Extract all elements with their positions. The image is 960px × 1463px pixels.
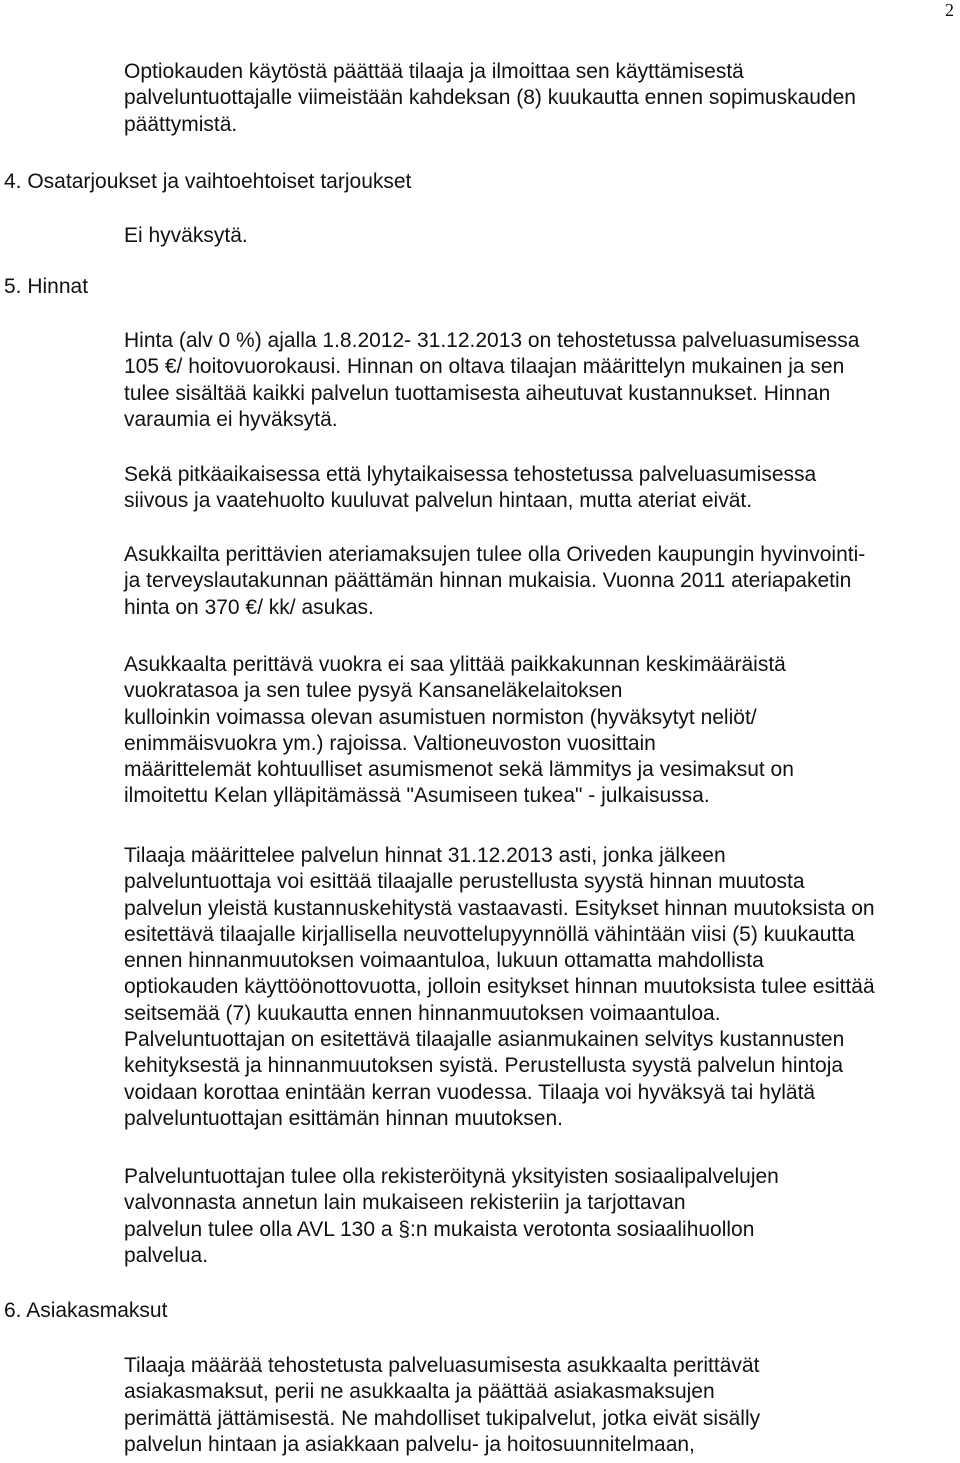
text-line: Palveluntuottajan on esitettävä tilaajalle asianmukainen selvitys kustannusten: [124, 1028, 845, 1052]
text-line: palveluntuottajalle viimeistään kahdeksan (8) kuukautta ennen sopimuskauden: [124, 86, 856, 110]
text-line: seitsemää (7) kuukautta ennen hinnanmuutoksen voimaantuloa.: [124, 1001, 721, 1025]
text-line: kulloinkin voimassa olevan asumistuen normiston (hyväksytyt neliöt/: [124, 705, 757, 729]
fees-paragraph: [124, 1353, 960, 1458]
text-line: enimmäisvuokra ym.) rajoissa. Valtioneuvoston vuosittain: [124, 731, 656, 755]
text-line: päättymistä.: [124, 112, 238, 136]
text-line: Tilaaja määrittelee palvelun hinnat 31.12.2013 asti, jonka jälkeen: [124, 844, 726, 867]
text-line: tulee sisältää kaikki palvelun tuottamisesta aiheutuvat kustannukset. Hinnan: [124, 381, 831, 405]
text-line: perimättä jättämisestä. Ne mahdolliset tukipalvelut, jotka eivät sisälly: [124, 1406, 761, 1430]
cleaning-paragraph: [124, 462, 960, 515]
section-4-text: [124, 223, 960, 249]
text-line: Ei hyväksytä.: [124, 224, 248, 247]
text-line: valvonnasta annetun lain mukaiseen rekisteriin ja tarjottavan: [124, 1191, 686, 1215]
text-line: asiakasmaksut, perii ne asukkaalta ja päättää asiakasmaksujen: [124, 1380, 715, 1404]
text-line: Tilaaja määrää tehostetusta palveluasumisesta asukkaalta perittävät: [124, 1354, 760, 1377]
text-line: määrittelemät kohtuulliset asumismenot sekä lämmitys ja vesimaksut on: [124, 758, 794, 782]
text-line: ennen hinnanmuutoksen voimaantuloa, lukuun ottamatta mahdollista: [124, 949, 764, 973]
text-line: palvelun tulee olla AVL 130 a §:n mukaista verotonta sosiaalihuollon: [124, 1217, 755, 1241]
text-line: siivous ja vaatehuolto kuuluvat palvelun hintaan, mutta ateriat eivät.: [124, 489, 753, 513]
text-line: voidaan korottaa enintään kerran vuodessa. Tilaaja voi hyväksyä tai hylätä: [124, 1080, 816, 1104]
text-line: palvelua.: [124, 1243, 209, 1267]
text-line: esitettävä tilaajalle kirjallisella neuvottelupyynnöllä vähintään viisi (5) kuukautta: [124, 922, 855, 946]
text-line: varaumia ei hyväksytä.: [124, 407, 338, 431]
rent-paragraph: [124, 652, 960, 810]
text-line: ilmoitettu Kelan ylläpitämässä "Asumiseen tukea" - julkaisussa.: [124, 784, 710, 808]
text-line: Asukkaalta perittävä vuokra ei saa ylittää paikkakunnan keskimääräistä: [124, 653, 786, 676]
meals-paragraph: [124, 542, 960, 621]
text-line: ja terveyslautakunnan päättämän hinnan mukaisia. Vuonna 2011 ateriapaketin: [124, 569, 852, 593]
text-line: Palveluntuottajan tulee olla rekisteröitynä yksityisten sosiaalipalvelujen: [124, 1165, 779, 1188]
section-heading-5: 5. Hinnat: [4, 275, 89, 298]
text-line: hinta on 370 €/ kk/ asukas.: [124, 595, 374, 619]
text-line: palvelun hintaan ja asiakkaan palvelu- ja hoitosuunnitelmaan,: [124, 1432, 695, 1456]
text-line: Optiokauden käytöstä päättää tilaaja ja ilmoittaa sen käyttämisestä: [124, 60, 744, 83]
section-heading-4: 4. Osatarjoukset ja vaihtoehtoiset tarjoukset: [4, 170, 412, 193]
text-line: palvelun yleistä kustannuskehitystä vastaavasti. Esitykset hinnan muutoksista on: [124, 896, 875, 920]
text-line: Asukkailta perittävien ateriamaksujen tulee olla Oriveden kaupungin hyvinvointi-: [124, 543, 866, 566]
text-line: Sekä pitkäaikaisessa että lyhytaikaisessa tehostetussa palveluasumisessa: [124, 463, 817, 486]
text-line: Hinta (alv 0 %) ajalla 1.8.2012- 31.12.2013 on tehostetussa palveluasumisessa: [124, 329, 860, 352]
text-line: vuokratasoa ja sen tulee pysyä Kansaneläkelaitoksen: [124, 679, 623, 703]
price-changes-paragraph: [124, 843, 960, 1132]
option-paragraph: [124, 59, 960, 138]
text-line: palveluntuottaja voi esittää tilaajalle perustellusta syystä hinnan muutosta: [124, 870, 805, 894]
page-number: 2: [945, 0, 954, 20]
text-line: palveluntuottajan esittämän hinnan muutoksen.: [124, 1106, 563, 1130]
text-line: optiokauden käyttöönottovuotta, jolloin esitykset hinnan muutoksista tulee esittää: [124, 975, 875, 999]
registration-paragraph: [124, 1164, 960, 1269]
text-line: 105 €/ hoitovuorokausi. Hinnan on oltava tilaajan määrittelyn mukainen ja sen: [124, 355, 845, 379]
text-line: kehityksestä ja hinnanmuutoksen syistä. Perustellusta syystä palvelun hintoja: [124, 1054, 844, 1078]
price-paragraph: [124, 328, 960, 433]
section-heading-6: 6. Asiakasmaksut: [4, 1299, 168, 1322]
